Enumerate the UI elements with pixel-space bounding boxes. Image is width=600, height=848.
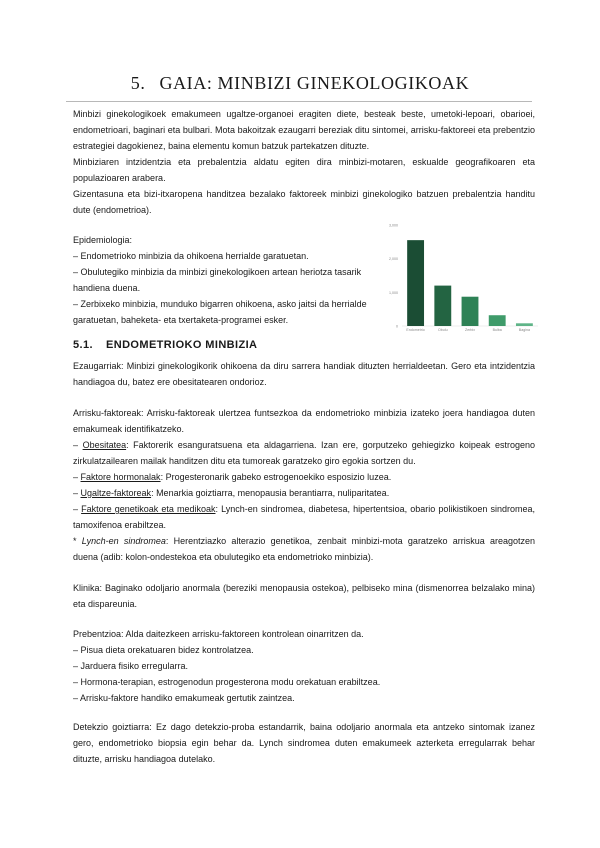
- section-number: 5.1.: [73, 339, 93, 351]
- y-tick-label: 2,000: [389, 257, 398, 262]
- x-tick-label: Endometrio: [406, 328, 425, 332]
- risk-hormonal-label: Faktore hormonalak: [80, 472, 161, 482]
- risk-hormonal-text: : Progesteronarik gabeko estrogenoekiko esposizio luzea.: [160, 472, 392, 482]
- risk-reproductive-label: Ugaltze-faktoreak: [80, 488, 152, 498]
- x-tick-label: Zerbix: [465, 328, 475, 332]
- risk-obesity: – Obesitatea: Faktorerik esanguratsuena eta aldagarriena. Izan ere, gorputzeko gehiegizko koipeak estrogeno zirkulatzailearen mailak handitzen ditu eta tumoreak garatzeko giro egokia sortzen du.: [73, 440, 535, 467]
- prevention-intro: Prebentzioa: Alda daitezkeen arrisku-faktoreen kontrolean oinarritzen da.: [73, 629, 364, 639]
- y-tick-label: 1,000: [389, 290, 398, 295]
- risk-lynch: * Lynch-en sindromea: Herentziazko alterazio genetikoa, zenbait minbizi-mota garatzeko arriskua areagotzen duena (adib: kolon-ondestekoa eta obulutegiko eta endometrioko minbizia).: [73, 536, 535, 563]
- risk-obesity-text: : Faktorerik esanguratsuena eta aldagarriena. Izan ere, gorputzeko gehiegizko koipeak estrogeno zirkulatzailearen mailak handitzen ditu eta tumoreak garatzeko giro egokia sortzen du.: [73, 440, 535, 467]
- detection-paragraph: Detekzio goiztiarra: Ez dago detekzio-proba estandarrik, baina odoljario anormala eta antzeko sintomak izanez gero, endometrioko biopsia egin behar da. Lynch sindromea duten emakumeek azterketa erregularrak behar dituzte, arrisku handiagoa dutelako.: [73, 722, 535, 765]
- intro-paragraph-3: Gizentasuna eta bizi-itxaropena handitzea bezalako faktoreek minbizi ginekologiko batzuen prebalentzia handitu dute (endometrioa).: [73, 189, 535, 216]
- y-tick-label: 0: [396, 324, 398, 329]
- prevention-item-3: – Hormona-terapian, estrogenodun progesterona modu orekatuan erabiltzea.: [73, 677, 381, 687]
- prevention-item-2: – Jarduera fisiko erregularra.: [73, 661, 189, 671]
- bar-zerbix: [462, 297, 479, 326]
- y-tick-label: 3,000: [389, 223, 398, 228]
- risk-lynch-text: : Herentziazko alterazio genetikoa, zenbait minbizi-mota garatzeko arriskua areagotzen duena (adib: kolon-ondestekoa eta obulutegiko eta endometrioko minbizia).: [73, 536, 535, 563]
- risk-genetic-label: Faktore genetikoak eta medikoak: [81, 504, 216, 514]
- section-title: ENDOMETRIOKO MINBIZIA: [106, 339, 258, 351]
- bar-bagina: [516, 323, 533, 326]
- intro-paragraph-2: Minbiziaren intzidentzia eta prebalentzia aldatu egiten dira minbizi-motaren, eskualde geografikoaren eta populazioaren arabera.: [73, 157, 535, 184]
- risk-lynch-label: Lynch-en sindromea: [81, 536, 166, 546]
- risk-genetic: – Faktore genetikoak eta medikoak: Lynch-en sindromea, diabetesa, hipertentsioa, obario polikistikoen sindromea, tamoxifenoa erabiltzea.: [73, 504, 535, 531]
- clinic-paragraph: Klinika: Baginako odoljario anormala (bereziki menopausia ostekoa), pelbiseko mina (dismenorrea belzalako mina) eta dispareunia.: [73, 583, 535, 610]
- x-tick-label: Bulba: [492, 328, 502, 332]
- risk-reproductive: – Ugaltze-faktoreak: Menarkia goiztiarra, menopausia berantiarra, nuliparitatea.: [73, 488, 390, 498]
- intro-paragraph-1: Minbizi ginekologikoek emakumeen ugaltze-organoei eragiten diete, besteak beste, umetoki-lepoari, obarioei, endometrioari, baginari eta bulbari. Mota bakoitzak ezaugarri bereziak ditu sintomei, arrisku-faktoreei eta prebentzio estrategiei dagokienez, baina elementu komun batzuk partekatzen dituzte.: [73, 109, 535, 152]
- prevention-item-1: – Pisua dieta orekatuaren bidez kontrolatzea.: [73, 645, 254, 655]
- x-tick-label: Obulu: [438, 328, 448, 332]
- epidemiology-item-2: – Obulutegiko minbizia da minbizi ginekologikoen artean heriotza tasarik handiena duena.: [73, 267, 362, 294]
- title-divider: [66, 101, 532, 102]
- epidemiology-item-1: – Endometrioko minbizia da ohikoena herrialde garatuetan.: [73, 251, 309, 261]
- risk-reproductive-text: : Menarkia goiztiarra, menopausia berantiarra, nuliparitatea.: [151, 488, 390, 498]
- bar-bulba: [489, 315, 506, 326]
- prevention-item-4: – Arrisku-faktore handiko emakumeak gertutik zaintzea.: [73, 693, 295, 703]
- section-heading: [73, 339, 257, 351]
- epidemiology-item-3: – Zerbixeko minbizia, munduko bigarren ohikoena, asko jaitsi da herrialde garatuetan, baheketa- eta txertaketa-programei esker.: [73, 299, 367, 326]
- x-tick-label: Bagina: [518, 328, 531, 332]
- risk-hormonal: – Faktore hormonalak: Progesteronarik gabeko estrogenoekiko esposizio luzea.: [73, 472, 392, 482]
- epidemiology-heading: Epidemiologia:: [73, 235, 133, 245]
- risk-intro: Arrisku-faktoreak: Arrisku-faktoreak ulertzea funtsezkoa da endometrioko minbizia izateko joera handiagoa duten emakumeak identifikatzeko.: [73, 408, 535, 435]
- characteristics-paragraph: Ezaugarriak: Minbizi ginekologikorik ohikoena da diru sarrera handiak dituzten herrialdeetan. Gero eta intzidentzia handiagoa du, batez ere obesitatearen ondorioz.: [73, 361, 535, 388]
- bar-obulu: [434, 286, 451, 326]
- chapter-number: 5.: [130, 73, 146, 93]
- risk-genetic-text: : Lynch-en sindromea, diabetesa, hipertentsioa, obario polikistikoen sindromea, tamoxifenoa erabiltzea.: [73, 504, 535, 531]
- chapter-title: [0, 73, 600, 94]
- chapter-title-text: GAIA: MINBIZI GINEKOLOGIKOAK: [159, 73, 470, 93]
- bar-endometrio: [407, 240, 424, 326]
- incidence-bar-chart: [374, 219, 540, 334]
- risk-obesity-label: Obesitatea: [82, 440, 127, 450]
